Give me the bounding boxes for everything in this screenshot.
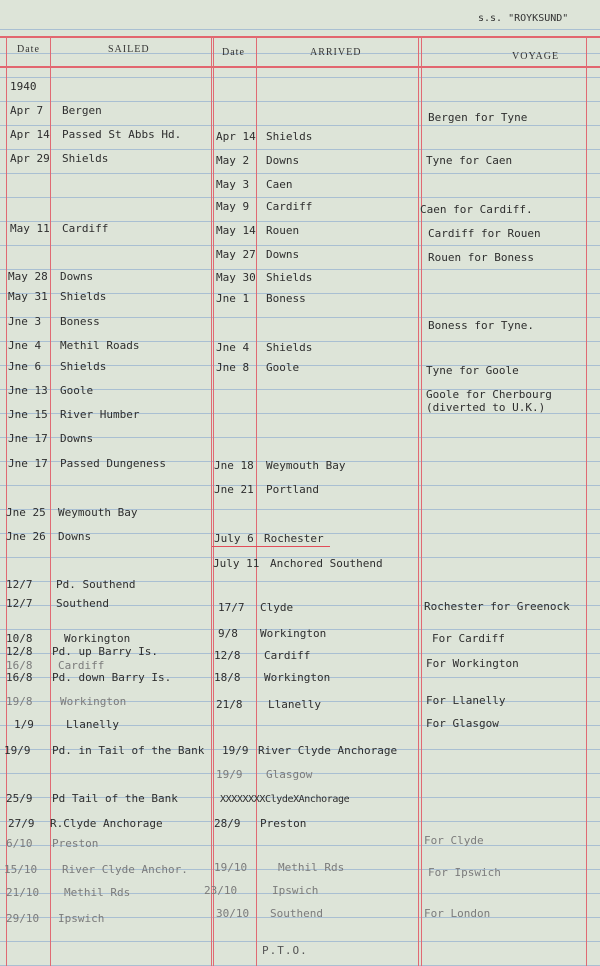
- arrived-struck-entry: XXXXXXXXClydeXAnchorage: [220, 794, 350, 805]
- arrived-place: Clyde: [260, 601, 294, 614]
- arrived-date: 19/9: [216, 768, 243, 781]
- arrived-place: Southend: [270, 907, 323, 920]
- sailed-place: Pd Tail of the Bank: [52, 792, 178, 805]
- arrived-date: May 14: [216, 224, 256, 237]
- sailed-date: Jne 17: [8, 457, 48, 470]
- arrived-date: May 9: [216, 200, 250, 213]
- voyage-entry: Bergen for Tyne: [428, 111, 528, 124]
- voyage-entry: For London: [424, 907, 491, 920]
- rochester-underline: [212, 546, 330, 547]
- header-voyage: VOYAGE: [512, 51, 560, 62]
- arrived-place: Workington: [264, 671, 331, 684]
- sailed-place: Southend: [56, 597, 109, 610]
- sailed-date: 25/9: [6, 792, 33, 805]
- voyage-entry: For Glasgow: [426, 717, 499, 730]
- sailed-date: Apr 14: [10, 128, 50, 141]
- sailed-place: River Humber: [60, 408, 140, 421]
- arrived-date: May 3: [216, 178, 250, 191]
- sailed-place: Pd. down Barry Is.: [52, 671, 172, 684]
- arrived-date: Jne 1: [216, 292, 250, 305]
- sailed-date: 10/8: [6, 632, 33, 645]
- sailed-place: Workington: [60, 695, 127, 708]
- sailed-date: Jne 4: [8, 339, 42, 352]
- voyage-entry: (diverted to U.K.): [426, 401, 546, 414]
- voyage-entry: Goole for Cherbourg: [426, 388, 552, 401]
- arrived-date: 12/8: [214, 649, 241, 662]
- arrived-date: 18/8: [214, 671, 241, 684]
- sailed-date: Jne 3: [8, 315, 42, 328]
- arrived-place: Workington: [260, 627, 327, 640]
- arrived-place: Shields: [266, 341, 313, 354]
- voyage-entry: For Workington: [426, 657, 519, 670]
- sailed-date: Apr 29: [10, 152, 50, 165]
- sailed-date: Jne 25: [6, 506, 46, 519]
- arrived-place: Weymouth Bay: [266, 459, 346, 472]
- sailed-date: May 28: [8, 270, 48, 283]
- arrived-place: Llanelly: [268, 698, 321, 711]
- arrived-place: Rochester: [264, 532, 324, 545]
- sailed-date: 12/8: [6, 645, 33, 658]
- sailed-place: Llanelly: [66, 718, 119, 731]
- sailed-place: Cardiff: [62, 222, 109, 235]
- margin-rule-right: [586, 36, 587, 966]
- sailed-date: Jne 6: [8, 360, 42, 373]
- header-top-rule: [0, 36, 600, 38]
- sailed-place: Preston: [52, 837, 99, 850]
- arrived-place: Cardiff: [266, 200, 313, 213]
- arrived-place: Downs: [266, 154, 300, 167]
- arrived-date: May 27: [216, 248, 256, 261]
- voyage-entry: Rochester for Greenock: [424, 600, 570, 613]
- voyage-entry: Tyne for Goole: [426, 364, 519, 377]
- arrived-date: 19/10: [214, 861, 248, 874]
- sailed-date: 21/10: [6, 886, 40, 899]
- sailed-date: 29/10: [6, 912, 40, 925]
- voyage-entry: For Clyde: [424, 834, 484, 847]
- sailed-place: Passed Dungeness: [60, 457, 166, 470]
- voyage-entry: Boness for Tyne.: [428, 319, 534, 332]
- page-turn-note: P.T.O.: [262, 944, 308, 957]
- sailed-date: 15/10: [4, 863, 38, 876]
- arrived-date: July 6: [214, 532, 254, 545]
- sailed-date: Jne 15: [8, 408, 48, 421]
- ship-name: s.s. "ROYKSUND": [478, 13, 569, 24]
- arrived-date: Jne 8: [216, 361, 250, 374]
- arrived-date: 9/8: [218, 627, 238, 640]
- arrived-place: Rouen: [266, 224, 300, 237]
- arrived-date: 28/9: [214, 817, 241, 830]
- sailed-place: Shields: [62, 152, 109, 165]
- arrived-date: May 2: [216, 154, 250, 167]
- arrived-place: Preston: [260, 817, 307, 830]
- arrived-date: 19/9: [222, 744, 249, 757]
- arrived-date: Jne 18: [214, 459, 254, 472]
- arrived-place: Downs: [266, 248, 300, 261]
- sailed-date: 27/9: [8, 817, 35, 830]
- header-sailed: SAILED: [108, 44, 150, 55]
- sailed-date: 12/7: [6, 597, 33, 610]
- voyage-entry: For Llanelly: [426, 694, 506, 707]
- voyage-entry: Cardiff for Rouen: [428, 227, 541, 240]
- rule-arrived-date: [256, 36, 257, 966]
- sailed-date: 19/8: [6, 695, 33, 708]
- arrived-place: Shields: [266, 130, 313, 143]
- voyage-entry: Rouen for Boness: [428, 251, 534, 264]
- arrived-place: Caen: [266, 178, 293, 191]
- sailed-date: 16/8: [6, 659, 33, 672]
- arrived-place: Ipswich: [272, 884, 319, 897]
- sailed-date: 6/10: [6, 837, 33, 850]
- sailed-place: Methil Roads: [60, 339, 140, 352]
- sailed-date: 12/7: [6, 578, 33, 591]
- sailed-place: Downs: [60, 432, 94, 445]
- sailed-place: Shields: [60, 360, 107, 373]
- rule-arrived-start: [211, 36, 212, 966]
- header-arrived: ARRIVED: [310, 47, 362, 58]
- voyage-entry: Caen for Cardiff.: [420, 203, 533, 216]
- sailed-date: Jne 13: [8, 384, 48, 397]
- sailed-date: Jne 17: [8, 432, 48, 445]
- arrived-place: Glasgow: [266, 768, 313, 781]
- arrived-date: 30/10: [216, 907, 250, 920]
- sailed-date: May 11: [10, 222, 50, 235]
- sailed-date: 1/9: [14, 718, 34, 731]
- arrived-place: Shields: [266, 271, 313, 284]
- rule-voyage-start: [418, 36, 419, 966]
- header-date-sailed: Date: [17, 44, 40, 55]
- arrived-place: Goole: [266, 361, 300, 374]
- arrived-place: Methil Rds: [278, 861, 345, 874]
- arrived-date: Jne 4: [216, 341, 250, 354]
- arrived-place: Boness: [266, 292, 306, 305]
- arrived-date: Apr 14: [216, 130, 256, 143]
- sailed-date: 19/9: [4, 744, 31, 757]
- sailed-place: Downs: [58, 530, 92, 543]
- sailed-date: 16/8: [6, 671, 33, 684]
- sailed-place: Pd. in Tail of the Bank: [52, 744, 205, 757]
- sailed-place: Weymouth Bay: [58, 506, 138, 519]
- sailed-place: Downs: [60, 270, 94, 283]
- voyage-entry: For Cardiff: [432, 632, 505, 645]
- arrived-date: 21/8: [216, 698, 243, 711]
- voyage-entry: Tyne for Caen: [426, 154, 513, 167]
- sailed-place: R.Clyde Anchorage: [50, 817, 163, 830]
- sailed-place: Shields: [60, 290, 107, 303]
- arrived-place: Portland: [266, 483, 319, 496]
- sailed-place: Goole: [60, 384, 94, 397]
- arrived-date: July 11: [213, 557, 260, 570]
- arrived-date: Jne 21: [214, 483, 254, 496]
- sailed-place: Ipswich: [58, 912, 105, 925]
- year-label: 1940: [10, 80, 37, 93]
- sailed-place: Pd. Southend: [56, 578, 136, 591]
- sailed-place: River Clyde Anchor.: [62, 863, 188, 876]
- header-date-arrived: Date: [222, 47, 245, 58]
- sailed-place: Bergen: [62, 104, 102, 117]
- voyage-entry: For Ipswich: [428, 866, 501, 879]
- header-bottom-rule: [0, 66, 600, 68]
- sailed-place: Cardiff: [58, 659, 105, 672]
- sailed-place: Passed St Abbs Hd.: [62, 128, 182, 141]
- sailed-place: Boness: [60, 315, 100, 328]
- sailed-place: Workington: [64, 632, 131, 645]
- arrived-date: 17/7: [218, 601, 245, 614]
- arrived-place: Cardiff: [264, 649, 311, 662]
- rule-voyage-start-2: [421, 36, 422, 966]
- sailed-date: May 31: [8, 290, 48, 303]
- sailed-date: Jne 26: [6, 530, 46, 543]
- sailed-place: Pd. up Barry Is.: [52, 645, 158, 658]
- margin-rule-left: [6, 36, 7, 966]
- sailed-place: Methil Rds: [64, 886, 131, 899]
- sailed-date: Apr 7: [10, 104, 44, 117]
- arrived-date: May 30: [216, 271, 256, 284]
- arrived-place: Anchored Southend: [270, 557, 383, 570]
- arrived-place: River Clyde Anchorage: [258, 744, 398, 757]
- arrived-date: 23/10: [204, 884, 238, 897]
